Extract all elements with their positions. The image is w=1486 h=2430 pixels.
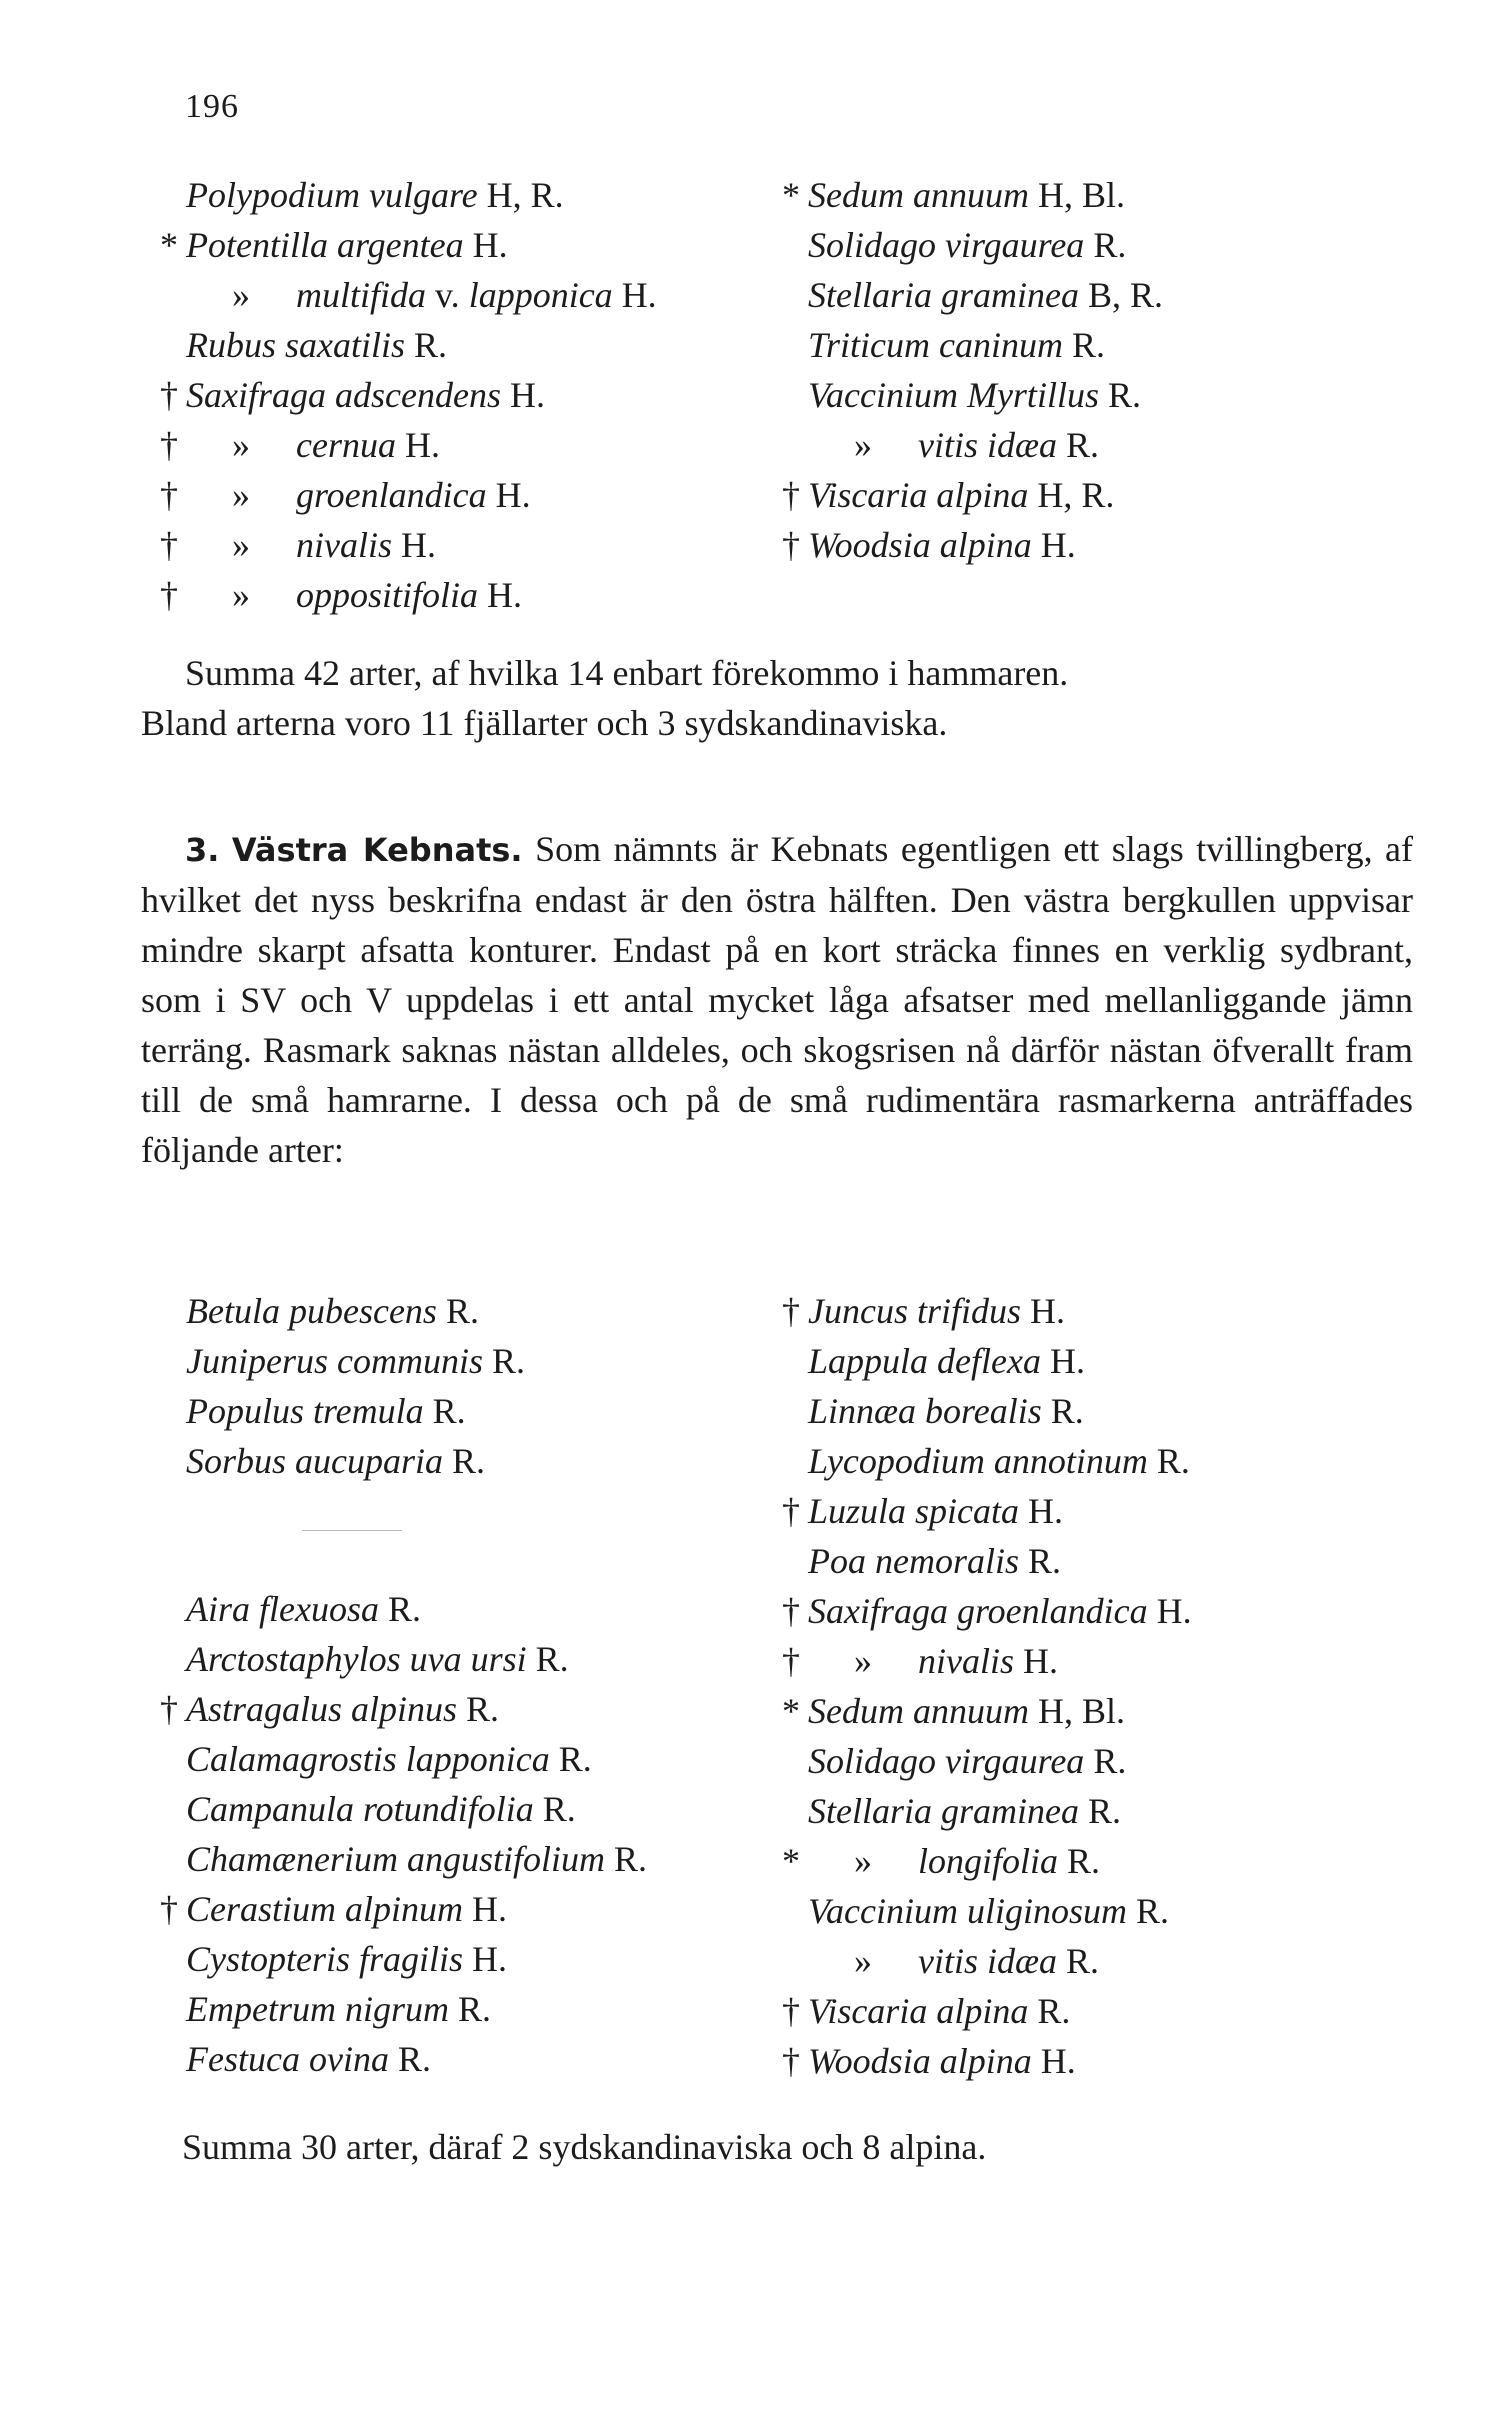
species-list-2-left xyxy=(160,1584,647,2084)
status-mark: † xyxy=(160,375,178,415)
species-name: Populus tremula xyxy=(186,1391,424,1431)
section-3-paragraph xyxy=(141,824,1413,1175)
location-code: H. xyxy=(395,425,440,465)
location-code: H, R. xyxy=(1028,475,1115,515)
species-entry xyxy=(782,220,1163,270)
ditto-mark: » xyxy=(232,475,250,515)
species-entry xyxy=(160,370,657,420)
species-entry xyxy=(160,1584,647,1634)
species-name: Sedum annuum xyxy=(808,1691,1029,1731)
species-entry xyxy=(160,570,657,620)
species-entry xyxy=(160,520,657,570)
variety-name: lapponica xyxy=(468,275,613,315)
location-code: R. xyxy=(423,1391,466,1431)
status-mark: † xyxy=(782,1641,800,1681)
species-name: longifolia xyxy=(918,1841,1059,1881)
location-code: R. xyxy=(1057,1941,1100,1981)
species-entry xyxy=(160,1734,647,1784)
status-mark: † xyxy=(782,1591,800,1631)
species-name: Calamagrostis lapponica xyxy=(186,1739,550,1779)
species-entry xyxy=(782,1936,1192,1986)
location-code: H. xyxy=(1031,2041,1076,2081)
species-name: Stellaria graminea xyxy=(808,275,1079,315)
status-mark: † xyxy=(782,1491,800,1531)
location-code: R. xyxy=(482,1341,525,1381)
species-entry xyxy=(160,2034,647,2084)
location-code: R. xyxy=(526,1639,569,1679)
location-code: H. xyxy=(463,225,508,265)
location-code: R. xyxy=(388,2039,431,2079)
species-entry xyxy=(782,1636,1192,1686)
species-name: Vaccinium uliginosum xyxy=(808,1891,1127,1931)
location-code: H. xyxy=(486,475,531,515)
location-code: v. xyxy=(426,275,469,315)
species-name: Arctostaphylos uva ursi xyxy=(186,1639,527,1679)
location-code: H. xyxy=(1031,525,1076,565)
species-name: Betula pubescens xyxy=(186,1291,437,1331)
species-name: Potentilla argentea xyxy=(186,225,464,265)
status-mark: † xyxy=(782,2041,800,2081)
species-name: nivalis xyxy=(296,525,392,565)
status-mark: † xyxy=(160,475,178,515)
ditto-mark: » xyxy=(232,575,250,615)
location-code: B, R. xyxy=(1078,275,1164,315)
species-name: Vaccinium Myrtillus xyxy=(808,375,1099,415)
species-entry xyxy=(782,1886,1192,1936)
species-name: Festuca ovina xyxy=(186,2039,389,2079)
species-name: Juniperus communis xyxy=(186,1341,483,1381)
species-entry xyxy=(160,1634,647,1684)
species-entry xyxy=(782,1986,1192,2036)
location-code: R. xyxy=(1041,1391,1084,1431)
species-list-2-trees xyxy=(160,1286,525,1486)
species-entry xyxy=(782,1386,1192,1436)
location-code: R. xyxy=(1147,1441,1190,1481)
ditto-mark: » xyxy=(232,525,250,565)
location-code: H, R. xyxy=(477,175,564,215)
species-name: Campanula rotundifolia xyxy=(186,1789,534,1829)
location-code: R. xyxy=(405,325,448,365)
location-code: R. xyxy=(1126,1891,1169,1931)
location-code: R. xyxy=(605,1839,648,1879)
species-entry xyxy=(782,1786,1192,1836)
species-name: Lycopodium annotinum xyxy=(808,1441,1148,1481)
location-code: H. xyxy=(1019,1491,1064,1531)
species-entry xyxy=(160,320,657,370)
species-name: Saxifraga groenlandica xyxy=(808,1591,1148,1631)
status-mark: † xyxy=(160,1689,178,1729)
species-name: Chamænerium angustifolium xyxy=(186,1839,606,1879)
location-code: H, Bl. xyxy=(1028,175,1125,215)
section-text: Som nämnts är Kebnats egentligen ett slags tvillingberg, af hvilket det nyss beskrifna endast är den östra hälften. Den västra bergkullen uppvisar mindre skarpt afsatta konturer. Endast på en kort sträcka finnes en verklig sydbrant, som i SV och V uppdelas i ett antal mycket låga afsatser med mellanliggande jämn terräng. Rasmark saknas nästan alldeles, och skogsrisen nå därför nästan öfverallt fram till de små hamrarne. I dessa och på de små rudimentära rasmarkerna anträffades följande arter: xyxy=(141,829,1414,1170)
summary-2: Summa 30 arter, däraf 2 sydskandinaviska och 8 alpina. xyxy=(182,2127,987,2167)
species-entry xyxy=(160,1386,525,1436)
status-mark: † xyxy=(782,1991,800,2031)
species-name: Empetrum nigrum xyxy=(186,1989,449,2029)
species-entry xyxy=(160,170,657,220)
location-code: H, Bl. xyxy=(1028,1691,1125,1731)
species-entry xyxy=(782,270,1163,320)
status-mark: † xyxy=(160,525,178,565)
species-name: Triticum caninum xyxy=(808,325,1064,365)
species-name: Linnæa borealis xyxy=(808,1391,1042,1431)
species-entry xyxy=(782,1286,1192,1336)
species-entry xyxy=(160,470,657,520)
species-name: vitis idæa xyxy=(918,1941,1058,1981)
species-entry xyxy=(782,370,1163,420)
species-name: Astragalus alpinus xyxy=(186,1689,458,1729)
location-code: R. xyxy=(1084,225,1127,265)
location-code: R. xyxy=(1058,1841,1101,1881)
species-entry xyxy=(782,1336,1192,1386)
status-mark: † xyxy=(160,1889,178,1929)
species-list-1-left xyxy=(160,170,657,620)
species-name: groenlandica xyxy=(296,475,487,515)
species-name: Woodsia alpina xyxy=(808,525,1032,565)
species-entry xyxy=(782,470,1163,520)
species-name: Solidago virgaurea xyxy=(808,1741,1085,1781)
species-name: Sedum annuum xyxy=(808,175,1029,215)
species-name: nivalis xyxy=(918,1641,1014,1681)
location-code: R. xyxy=(449,1989,492,2029)
location-code: H. xyxy=(392,525,436,565)
status-mark: * xyxy=(782,1691,800,1731)
species-entry xyxy=(782,1436,1192,1486)
ditto-mark: » xyxy=(854,1641,872,1681)
species-name: multifida xyxy=(296,275,427,315)
species-name: oppositifolia xyxy=(296,575,479,615)
location-code: R. xyxy=(457,1689,500,1729)
species-entry xyxy=(782,1836,1192,1886)
species-name: Viscaria alpina xyxy=(808,1991,1029,2031)
location-code: H. xyxy=(478,575,523,615)
species-entry xyxy=(782,1736,1192,1786)
location-code: R. xyxy=(1019,1541,1062,1581)
status-mark: * xyxy=(160,225,178,265)
species-entry xyxy=(160,420,657,470)
species-entry xyxy=(160,1934,647,1984)
location-code: R. xyxy=(1057,425,1100,465)
location-code: R. xyxy=(549,1739,592,1779)
page-number: 196 xyxy=(185,88,239,125)
status-mark: † xyxy=(160,575,178,615)
species-entry xyxy=(782,1686,1192,1736)
location-code: R. xyxy=(1063,325,1106,365)
species-entry xyxy=(160,1984,647,2034)
location-code: H. xyxy=(463,1939,508,1979)
species-entry xyxy=(782,1586,1192,1636)
status-mark: * xyxy=(782,175,800,215)
species-name: Viscaria alpina xyxy=(808,475,1029,515)
status-mark: * xyxy=(782,1841,800,1881)
species-name: Solidago virgaurea xyxy=(808,225,1085,265)
species-name: Polypodium vulgare xyxy=(186,175,478,215)
species-name: cernua xyxy=(296,425,396,465)
location-code: R. xyxy=(443,1441,486,1481)
location-code: H. xyxy=(1014,1641,1058,1681)
species-entry xyxy=(782,2036,1192,2086)
section-heading: Västra Kebnats. xyxy=(231,831,523,869)
location-code: H. xyxy=(1040,1341,1085,1381)
species-entry xyxy=(160,1834,647,1884)
species-name: Rubus saxatilis xyxy=(186,325,406,365)
status-mark: † xyxy=(782,525,800,565)
location-code: R. xyxy=(1084,1741,1127,1781)
ditto-mark: » xyxy=(854,1841,872,1881)
species-entry xyxy=(160,1884,647,1934)
species-entry xyxy=(160,1436,525,1486)
species-entry xyxy=(782,1536,1192,1586)
location-code: R. xyxy=(1078,1791,1121,1831)
ditto-mark: » xyxy=(854,1941,872,1981)
status-mark: † xyxy=(782,475,800,515)
species-name: vitis idæa xyxy=(918,425,1058,465)
species-name: Juncus trifidus xyxy=(808,1291,1021,1331)
species-name: Aira flexuosa xyxy=(186,1589,379,1629)
summary-1-line-2: Bland arterna voro 11 fjällarter och 3 sydskandinaviska. xyxy=(141,703,948,743)
species-name: Saxifraga adscendens xyxy=(186,375,501,415)
species-name: Cystopteris fragilis xyxy=(186,1939,464,1979)
species-name: Cerastium alpinum xyxy=(186,1889,464,1929)
species-entry xyxy=(160,1784,647,1834)
ditto-mark: » xyxy=(232,275,250,315)
location-code: H. xyxy=(1147,1591,1192,1631)
species-entry xyxy=(160,1684,647,1734)
species-entry xyxy=(782,170,1163,220)
location-code: H. xyxy=(463,1889,508,1929)
species-entry xyxy=(782,320,1163,370)
species-name: Sorbus aucuparia xyxy=(186,1441,444,1481)
species-name: Woodsia alpina xyxy=(808,2041,1032,2081)
status-mark: † xyxy=(160,425,178,465)
status-mark: † xyxy=(782,1291,800,1331)
location-code: R. xyxy=(378,1589,421,1629)
species-list-2-right xyxy=(782,1286,1192,2086)
location-code: H. xyxy=(612,275,657,315)
species-name: Luzula spicata xyxy=(808,1491,1020,1531)
species-entry xyxy=(160,1286,525,1336)
location-code: R. xyxy=(533,1789,576,1829)
location-code: H. xyxy=(500,375,545,415)
species-entry xyxy=(160,270,657,320)
species-name: Stellaria graminea xyxy=(808,1791,1079,1831)
location-code: R. xyxy=(436,1291,479,1331)
species-name: Lappula deflexa xyxy=(808,1341,1041,1381)
section-number: 3. xyxy=(185,831,220,869)
species-entry xyxy=(782,520,1163,570)
location-code: H. xyxy=(1021,1291,1065,1331)
species-list-1-right xyxy=(782,170,1163,570)
species-entry xyxy=(160,1336,525,1386)
ditto-mark: » xyxy=(232,425,250,465)
species-entry xyxy=(782,1486,1192,1536)
location-code: R. xyxy=(1098,375,1141,415)
separator-rule xyxy=(302,1530,402,1531)
species-entry xyxy=(160,220,657,270)
species-entry xyxy=(782,420,1163,470)
summary-1-line-1: Summa 42 arter, af hvilka 14 enbart förekommo i hammaren. xyxy=(185,653,1069,693)
species-name: Poa nemoralis xyxy=(808,1541,1019,1581)
ditto-mark: » xyxy=(854,425,872,465)
location-code: R. xyxy=(1028,1991,1071,2031)
